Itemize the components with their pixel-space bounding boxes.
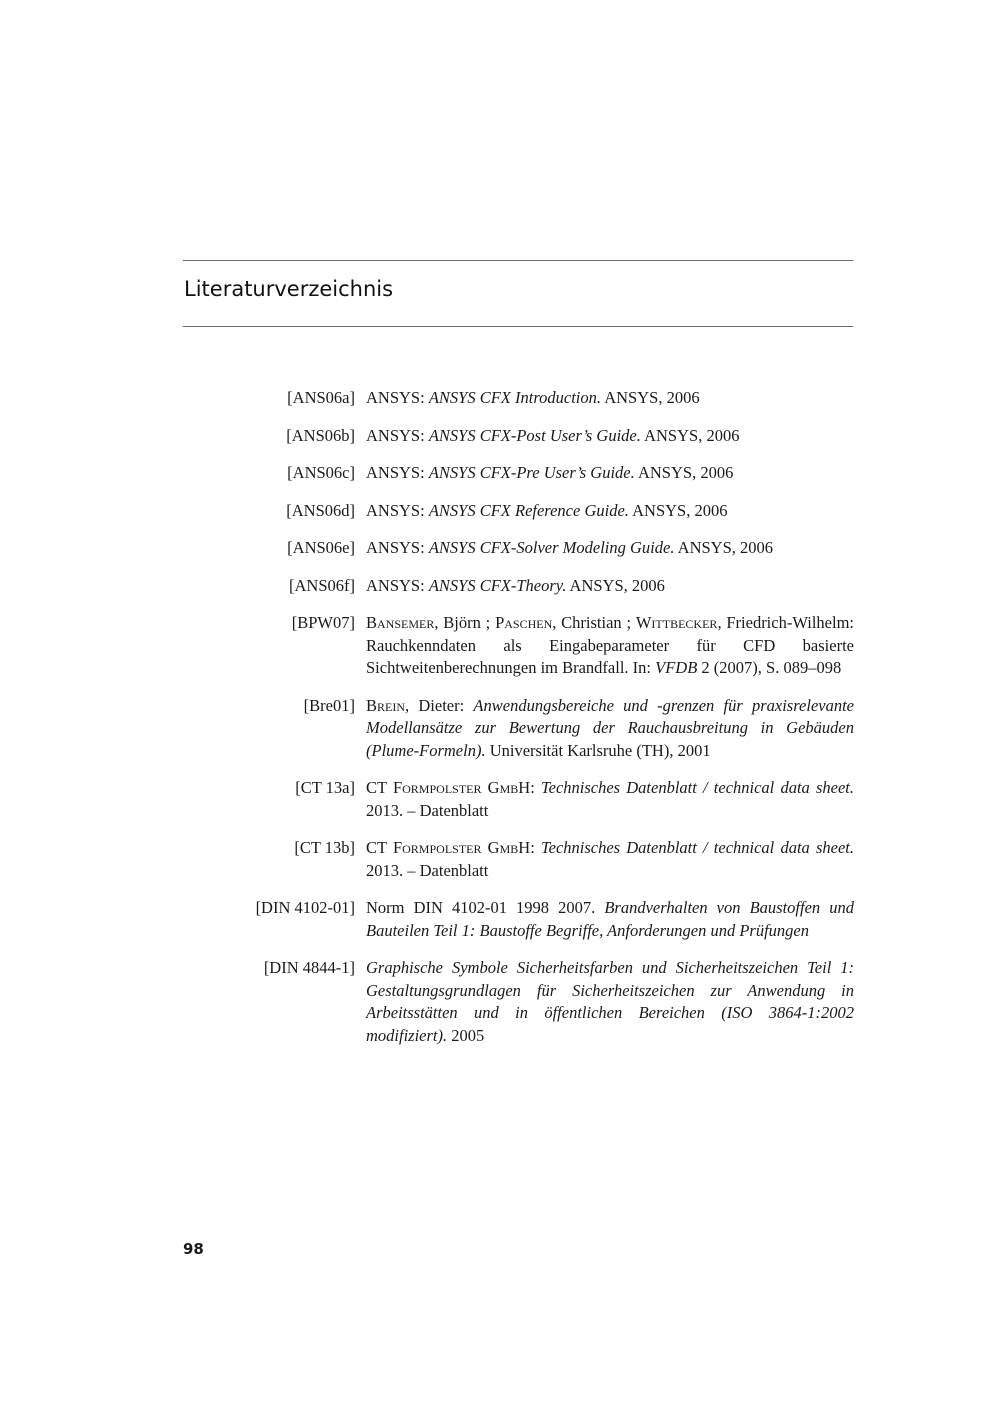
bib-text: ANSYS: ANSYS CFX-Theory. ANSYS, 2006 — [366, 575, 665, 595]
bib-key: [CT 13a] — [295, 778, 355, 797]
bib-text: ANSYS: ANSYS CFX-Pre User’s Guide. ANSYS, 2006 — [366, 463, 734, 482]
bib-entry — [0, 387, 1000, 410]
bib-entry — [0, 462, 1000, 485]
bib-entry — [0, 695, 1000, 763]
header-rule-bottom — [183, 326, 853, 327]
bib-entry — [0, 897, 1000, 942]
bib-key: [ANS06a] — [287, 388, 355, 407]
bib-key: [ANS06f] — [289, 575, 355, 595]
bib-key: [ANS06d] — [286, 500, 355, 520]
bibliography-list — [0, 387, 1000, 1062]
header-rule-top — [183, 260, 853, 261]
bib-text: CT Formpolster GmbH: Technisches Datenblatt / technical data sheet. 2013. – Datenblatt — [366, 838, 854, 880]
bib-key: [ANS06c] — [287, 463, 355, 482]
bib-key: [CT 13b] — [294, 838, 355, 857]
bib-key: [DIN 4102-01] — [255, 898, 355, 917]
bib-entry — [0, 425, 1000, 448]
bib-text: Bansemer, Björn ; Paschen, Christian ; Wittbecker, Friedrich-Wilhelm: Rauchkenndaten als Eingabeparameter für CFD basierte Sichtweitenberechnungen im Brandfall. In: VFDB 2 (2007), S. 089–098 — [366, 613, 854, 677]
bib-key: [ANS06b] — [286, 425, 355, 445]
bib-entry — [0, 537, 1000, 560]
bib-text: ANSYS: ANSYS CFX Reference Guide. ANSYS, 2006 — [366, 500, 728, 520]
bib-text: Brein, Dieter: Anwendungsbereiche und -grenzen für praxisrelevante Modellansätze zur Bewertung der Rauchausbreitung in Gebäuden (Plume-Formeln). Universität Karlsruhe (TH), 2001 — [366, 695, 855, 760]
bib-text: CT Formpolster GmbH: Technisches Datenblatt / technical data sheet. 2013. – Datenblatt — [366, 778, 854, 820]
bib-key: [DIN 4844-1] — [263, 958, 355, 977]
page-number: 98 — [183, 1240, 204, 1258]
bib-entry — [0, 837, 1000, 882]
bib-entry — [0, 575, 1000, 598]
bib-text: Norm DIN 4102-01 1998 2007. Brandverhalten von Baustoffen und Bauteilen Teil 1: Baustoffe Begriffe, Anforderungen und Prüfungen — [366, 898, 854, 940]
bib-key: [ANS06e] — [287, 538, 355, 557]
chapter-title: Literaturverzeichnis — [184, 277, 394, 301]
bib-entry — [0, 957, 1000, 1047]
bib-key: [Bre01] — [303, 695, 355, 715]
bib-entry — [0, 612, 1000, 680]
bib-entry — [0, 777, 1000, 822]
bib-text: ANSYS: ANSYS CFX-Solver Modeling Guide. ANSYS, 2006 — [366, 538, 774, 557]
bib-text: ANSYS: ANSYS CFX-Post User’s Guide. ANSYS, 2006 — [366, 425, 740, 445]
bib-text: Graphische Symbole Sicherheitsfarben und Sicherheitszeichen Teil 1: Gestaltungsgrundlagen für Sicherheitszeichen zur Anwendung in Arbeitsstätten und in öffentlichen Bereichen (ISO 3864-1:2002 modifiziert). 2005 — [366, 958, 854, 1045]
bib-text: ANSYS: ANSYS CFX Introduction. ANSYS, 2006 — [366, 388, 700, 407]
bib-entry — [0, 500, 1000, 523]
bib-key: [BPW07] — [291, 613, 355, 632]
